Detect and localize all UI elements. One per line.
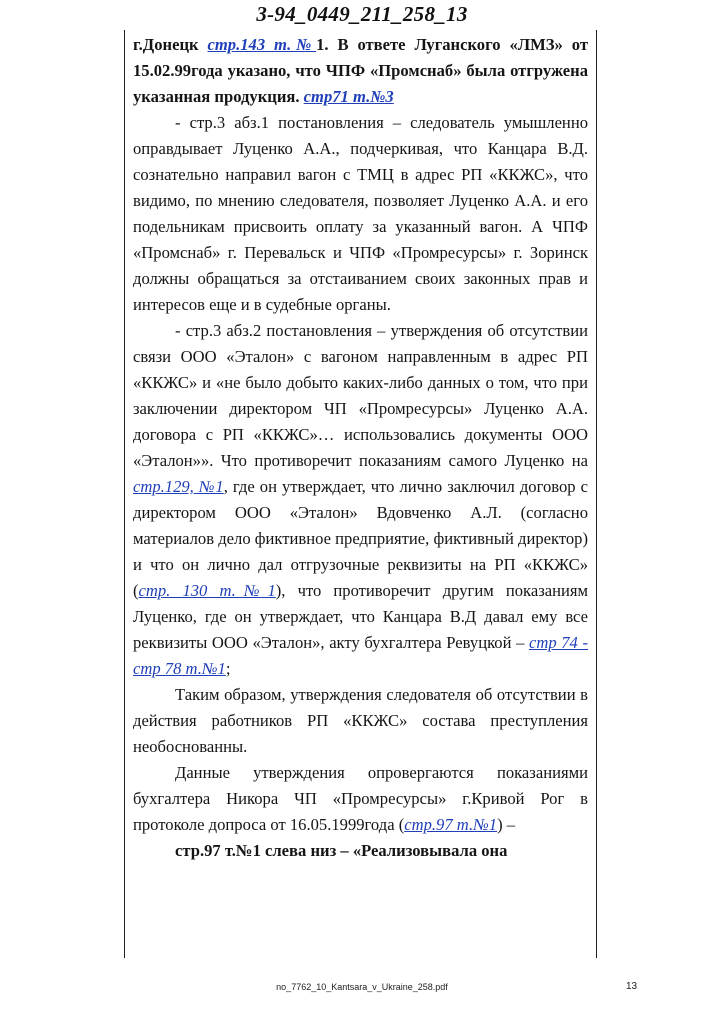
left-margin-rule [124, 30, 125, 958]
right-margin-rule [596, 30, 597, 958]
paragraph-5 [133, 760, 588, 838]
link-page-143[interactable]: стр.143 т.№ [207, 35, 317, 54]
paragraph-5-text-1: Данные утверждения опровергаются показаниями бухгалтера Никора ЧП «Промресурсы» г.Кривой Рог в протоколе допроса от 16.05.1999года ( [133, 763, 588, 834]
link-page-130[interactable]: стр. 130 т.№1 [138, 581, 276, 600]
paragraph-6-text: стр.97 т.№1 слева низ – «Реализовывала она [175, 841, 508, 860]
paragraph-4 [133, 682, 588, 760]
paragraph-5-text-2: ) – [497, 815, 516, 834]
link-page-129[interactable]: стр.129, №1 [133, 477, 224, 496]
page-body [133, 32, 588, 864]
paragraph-3-text-3: ), что противоречит другим показаниям Луценко, где он утверждает, что Канцара В.Д давал ему все реквизиты ООО «Эталон», акту бухгалтера Ревуцкой – [133, 581, 589, 652]
link-page-71[interactable]: стр71 т.№3 [303, 87, 394, 106]
paragraph-2 [133, 110, 588, 318]
link-page-74-78[interactable]: стр 74 - стр 78 т.№1 [133, 633, 588, 678]
paragraph-3-text-4: ; [225, 659, 231, 678]
paragraph-3 [133, 318, 588, 682]
paragraph-3-text-2: , где он утверждает, что лично заключил договор с директором ООО «Эталон» Вдовченко А.Л. (согласно материалов дело фиктивное предприятие, фиктивный директор) и что он лично дал отгрузочные реквизиты на РП «ККЖС» ( [133, 477, 588, 600]
footer-filename: no_7762_10_Kantsara_v_Ukraine_258.pdf [276, 982, 448, 992]
document-header-title: 3-94_0449_211_258_13 [256, 2, 468, 26]
paragraph-6 [133, 838, 588, 864]
paragraph-2-text: - стр.3 абз.1 постановления – следователь умышленно оправдывает Луценко А.А., подчеркивая, что Канцара В.Д. сознательно направил вагон с ТМЦ в адрес РП «ККЖС», что видимо, по мнению следователя, позволяет Луценко А.А. и его подельникам присвоить оплату за указанный вагон. А ЧПФ «Промснаб» г. Перевальск и ЧПФ «Промресурсы» г. Зоринск должны обращаться за отстаиванием своих законных прав и интересов еще и в судебные органы. [133, 113, 588, 314]
paragraph-1 [133, 32, 588, 110]
paragraph-4-text: Таким образом, утверждения следователя об отсутствии в действия работников РП «ККЖС» состава преступления необоснованны. [133, 685, 588, 756]
paragraph-1-text-2: 1. В ответе Луганского «ЛМЗ» от 15.02.99года указано, что ЧПФ «Промснаб» была отгружена указанная продукция. [133, 35, 588, 106]
paragraph-1-text-1: г.Донецк [133, 35, 208, 54]
link-page-97[interactable]: стр.97 т.№1 [404, 815, 498, 834]
paragraph-3-text-1: - стр.3 абз.2 постановления – утверждения об отсутствии связи ООО «Эталон» с вагоном направленным в адрес РП «ККЖС» и «не было добыто каких-либо данных о том, что при заключении директором ЧП «Промресурсы» Луценко А.А. договора с РП «ККЖС»… использовались документы ООО «Эталон»». Что противоречит показаниям самого Луценко на [133, 321, 588, 470]
footer-page-number: 13 [626, 981, 638, 992]
